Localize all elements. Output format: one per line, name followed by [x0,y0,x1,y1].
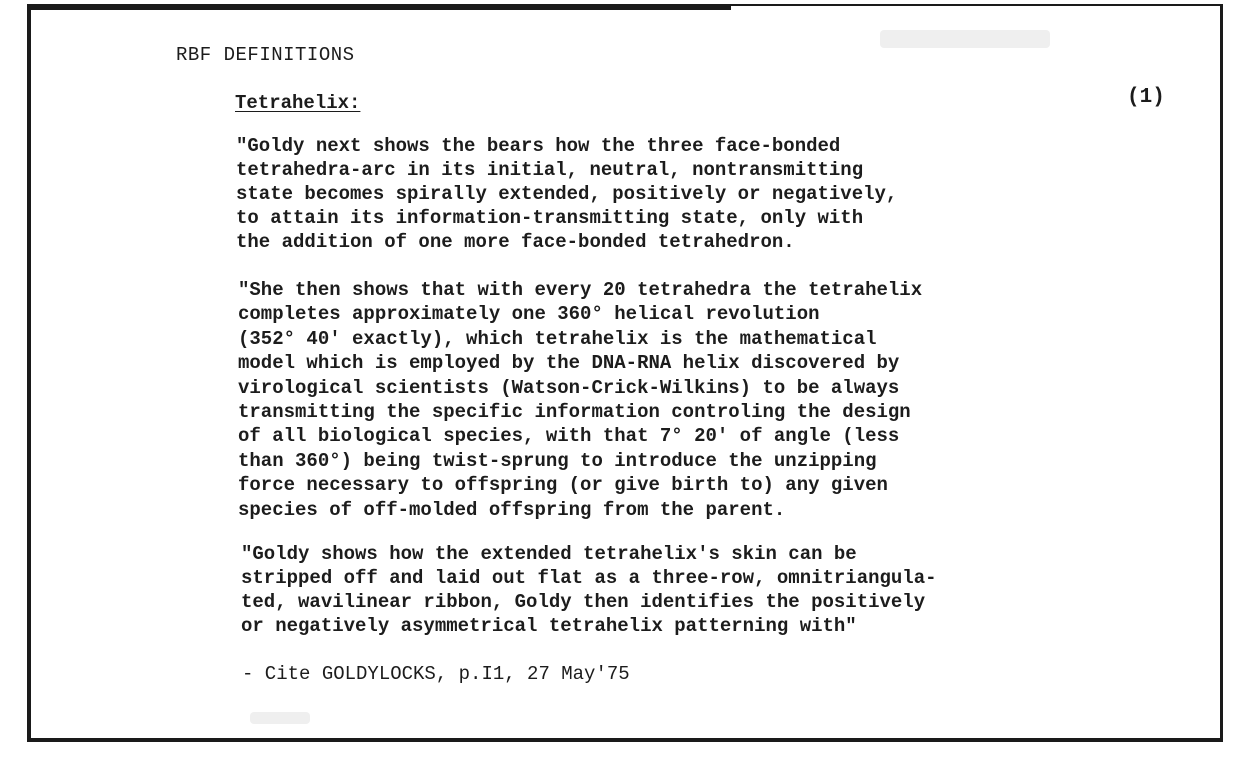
page-number: (1) [1127,86,1165,109]
definition-heading: Tetrahelix: [235,92,361,114]
scan-smudge [250,712,310,724]
citation: - Cite GOLDYLOCKS, p.I1, 27 May'75 [242,663,630,685]
definition-paragraph-2: "She then shows that with every 20 tetrahedra the tetrahelix completes approximately one 360° helical revolution (352° 40' exactly), which tetrahelix is the mathematical model which is employed by the DNA-RNA helix discovered by virological scientists (Watson-Crick-Wilkins) to be always transmitting the specific information controling the design of all biological species, with that 7° 20' of angle (less than 360°) being twist-sprung to introduce the unzipping force necessary to offspring (or give birth to) any given species of off-molded offspring from the parent. [238,279,923,521]
scan-smudge [880,30,1050,48]
top-border-rule [31,6,731,10]
document-header: RBF DEFINITIONS [176,44,355,66]
definition-paragraph-3: "Goldy shows how the extended tetrahelix's skin can be stripped off and laid out flat as a three-row, omnitriangula- ted, wavilinear ribbon, Goldy then identifies the positively or negatively asymmetrical tetrahelix patterning with" [241,543,937,637]
definition-paragraph-1: "Goldy next shows the bears how the three face-bonded tetrahedra-arc in its initial, neutral, nontransmitting state becomes spirally extended, positively or negatively, to attain its information-transmitting state, only with the addition of one more face-bonded tetrahedron. [236,135,898,253]
